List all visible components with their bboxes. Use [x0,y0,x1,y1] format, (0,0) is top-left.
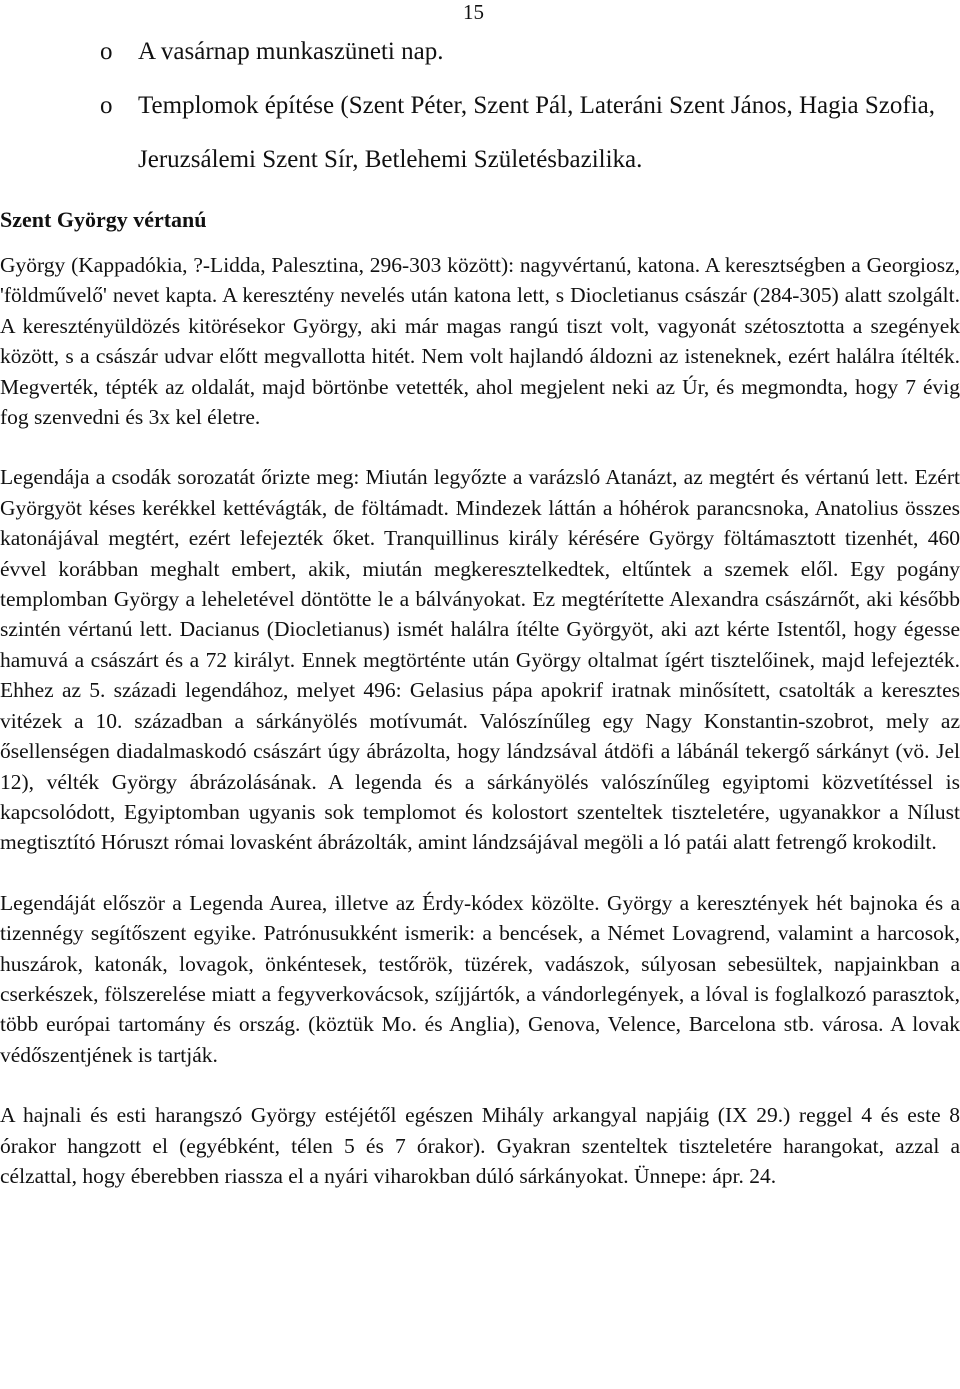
section-heading: Szent György vértanú [0,207,207,232]
paragraph: A hajnali és esti harangszó György estéjétől egészen Mihály arkangyal napjáig (IX 29.) reggel 4 és este 8 órakor hangzott el (egyébként, télen 5 és 7 órakor). Gyakran szenteltek tiszteletére harangokat, azzal a célzattal, hogy éberebben riassza el a nyári viharokban dúló sárkányokat. Ünnepe: ápr. 24. [0,1103,960,1188]
bullet-text: Templomok építése (Szent Péter, Szent Pál, Lateráni Szent János, Hagia Szofia, Jeruzsálemi Szent Sír, Betlehemi Születésbazilika. [138,92,936,173]
bullet-text: A vasárnap munkaszüneti nap. [138,38,444,65]
paragraph: Legendáját először a Legenda Aurea, illetve az Érdy-kódex közölte. György a keresztények hét bajnoka és a tizennégy segítőszent egyike. Patrónusukként ismerik: a bencések, a Német Lovagrend, valamint a harcosok, huszárok, katonák, lovagok, önkéntesek, testőrök, tüzérek, vadászok, súlyosan sebesültek, napjainkban a cserkészek, fölszerelése miatt a fegyverkovácsok, szíjjártók, a vándorlegények, a lóval is foglalkozó parasztok, több európai tartomány és ország. (köztük Mo. és Anglia), Genova, Velence, Barcelona stb. városa. A lovak védőszentjének is tartják. [0,890,960,1067]
section-body [0,205,960,1221]
bullet-list [100,25,956,187]
paragraph: György (Kappadókia, ?-Lidda, Palesztina, 296-303 között): nagyvértanú, katona. A keresztségben a Georgiosz, 'földművelő' nevet kapta. A keresztény nevelés után katona lett, s Diocletianus császár (284-305) alatt szolgált. A keresztényüldözés kitörésekor György, aki már magas rangú tiszt volt, vagyonát szétosztotta a szegények között, s a császár udvar előtt megvallotta hitét. Nem volt hajlandó áldozni az isteneknek, ezért halálra ítélték. Megverték, tépték az oldalát, majd börtönbe vetették, ahol megjelent neki az Úr, és megmondta, hogy 7 évig fog szenvedni és 3x kel életre. [0,253,960,430]
bullet-item [100,79,956,187]
bullet-marker: o [100,38,113,65]
paragraph: Legendája a csodák sorozatát őrizte meg: Miután legyőzte a varázsló Atanázt, az megtért és vértanú lett. Ezért Györgyöt késes kerékkel kettévágták, de föltámadt. Mindezek láttán a hóhérok parancsnoka, Anatolius összes katonájával megtért, ezért lefejezték őket. Tranquillinus király kérésére György föltámasztott tizenhét, 460 évvel korábban meghalt embert, akik, miután megkeresztelkedtek, eltűntek a szemek elől. Egy pogány templomban György a leheletével döntötte le a bálványokat. Ez megtérítette Alexandra császárnőt, aki később szintén vértanú lett. Dacianus (Diocletianus) ismét halálra ítélte Györgyöt, aki azt kérte Istentől, hogy égesse hamuvá a császárt és a 72 királyt. Ennek megtörténte után György oltalmat ígért tisztelőinek, majd lefejezték. Ehhez az 5. századi legendához, melyet 496: Gelasius pápa apokrif iratnak minősített, csatolták a keresztes vitézek a 10. században a sárkányölés motívumát. Valószínűleg egy Nagy Konstantin-szobrot, mely az ősellenségen diadalmaskodó császárt úgy ábrázolta, hogy lándzsával átdöfi a lábánál tekergő sárkányt (vö. Jel 12), vélték György ábrázolásának. A legenda és a sárkányölés valószínűleg egyiptomi közvetítéssel is kapcsolódott, Egyiptomban ugyanis sok templomot és kolostort szenteltek tiszteletére, ugyanakkor a Nílust megtisztító Hóruszt római lovasként ábrázolták, amint lándzsájával megöli a ló patái alatt fetrengő krokodilt. [0,465,960,855]
page-number: 15 [463,0,484,24]
bullet-marker: o [100,92,113,119]
bullet-item [100,25,956,79]
